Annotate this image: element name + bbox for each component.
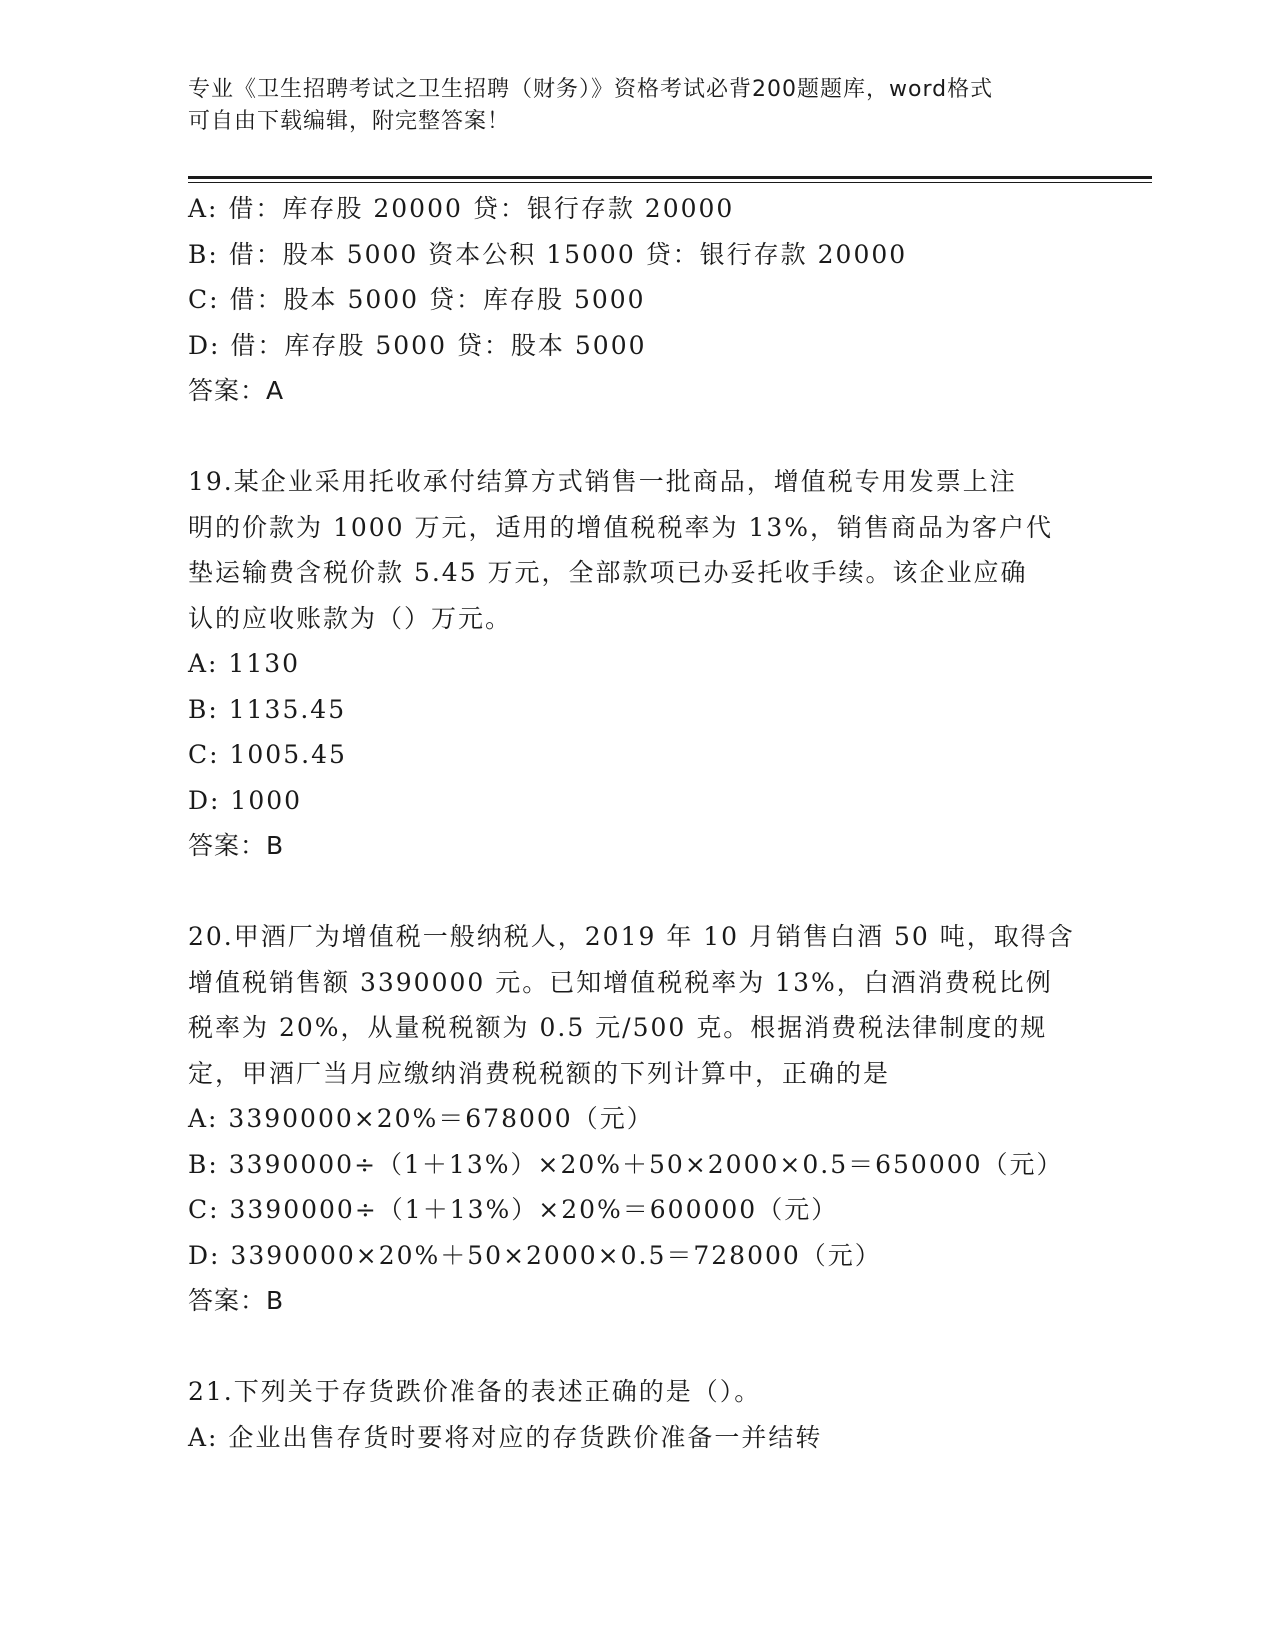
option-a: A: 借：库存股 20000 贷：银行存款 20000 bbox=[188, 194, 735, 223]
option-a: A: 3390000×20%＝678000（元） bbox=[188, 1104, 654, 1133]
question-18 bbox=[188, 186, 1088, 414]
question-19 bbox=[188, 459, 1088, 869]
header-rule-thin bbox=[188, 182, 1152, 183]
answer: 答案：B bbox=[188, 831, 285, 860]
option-d: D: 1000 bbox=[188, 785, 303, 815]
option-b: B: 借：股本 5000 资本公积 15000 贷：银行存款 20000 bbox=[188, 239, 908, 269]
option-c: C: 1005.45 bbox=[188, 740, 347, 769]
header-rule-thick bbox=[188, 176, 1152, 179]
option-a: A: 1130 bbox=[188, 649, 301, 678]
question-stem-line: 定，甲酒厂当月应缴纳消费税税额的下列计算中，正确的是 bbox=[188, 1058, 891, 1088]
question-stem-line: 认的应收账款为（）万元。 bbox=[188, 603, 513, 633]
spacer bbox=[188, 414, 1088, 460]
option-d: D: 3390000×20%＋50×2000×0.5＝728000（元） bbox=[188, 1240, 882, 1270]
question-stem-line: 明的价款为 1000 万元，适用的增值税税率为 13%，销售商品为客户代 bbox=[188, 512, 1054, 542]
header-title-line-2: 可自由下载编辑，附完整答案！ bbox=[188, 109, 511, 134]
question-stem-line: 增值税销售额 3390000 元。已知增值税税率为 13%，白酒消费税比例 bbox=[188, 967, 1053, 997]
question-20 bbox=[188, 914, 1088, 1324]
spacer bbox=[188, 869, 1088, 915]
question-stem-line: 税率为 20%，从量税税额为 0.5 元/500 克。根据消费税法律制度的规 bbox=[188, 1013, 1048, 1042]
answer: 答案：A bbox=[188, 376, 285, 405]
option-d: D: 借：库存股 5000 贷：股本 5000 bbox=[188, 330, 647, 360]
document-header bbox=[188, 74, 1088, 138]
question-21 bbox=[188, 1369, 1088, 1460]
question-stem-line: 20.甲酒厂为增值税一般纳税人，2019 年 10 月销售白酒 50 吨，取得含 bbox=[188, 922, 1075, 951]
question-stem-line: 19.某企业采用托收承付结算方式销售一批商品，增值税专用发票上注 bbox=[188, 467, 1017, 496]
option-b: B: 3390000÷（1＋13%）×20%＋50×2000×0.5＝650000（元） bbox=[188, 1149, 1064, 1179]
option-b: B: 1135.45 bbox=[188, 694, 347, 724]
question-content bbox=[188, 186, 1088, 1460]
spacer bbox=[188, 1324, 1088, 1370]
answer: 答案：B bbox=[188, 1286, 285, 1315]
option-c: C: 借：股本 5000 贷：库存股 5000 bbox=[188, 285, 646, 314]
question-stem-line: 垫运输费含税价款 5.45 万元，全部款项已办妥托收手续。该企业应确 bbox=[188, 558, 1028, 587]
option-c: C: 3390000÷（1＋13%）×20%＝600000（元） bbox=[188, 1195, 839, 1224]
option-a: A: 企业出售存货时要将对应的存货跌价准备一并结转 bbox=[188, 1422, 823, 1452]
question-stem-line: 21.下列关于存货跌价准备的表述正确的是（）。 bbox=[188, 1377, 762, 1406]
header-title-line-1: 专业《卫生招聘考试之卫生招聘（财务）》资格考试必背200题题库，word格式 bbox=[188, 77, 994, 102]
